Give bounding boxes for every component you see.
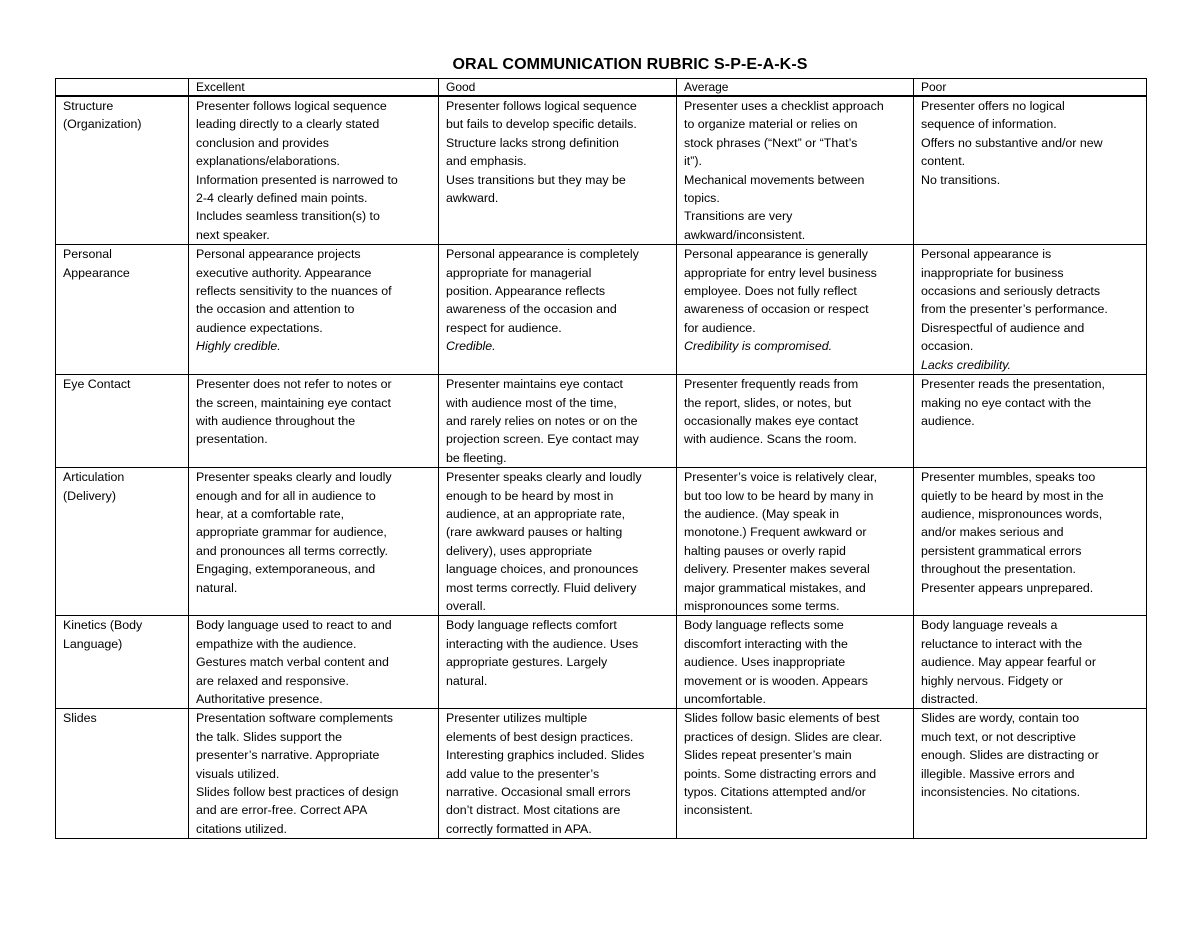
descriptor-line: with audience most of the time, [446, 395, 617, 410]
descriptor-line: quietly to be heard by most in the [921, 488, 1104, 503]
descriptor-line: correctly formatted in APA. [446, 821, 592, 836]
descriptor-line: sequence of information. [921, 117, 1057, 132]
rubric-cell-average [677, 468, 914, 616]
descriptor-line: and pronounces all terms correctly. [196, 543, 388, 558]
descriptor-line: Presenter reads the presentation, [921, 377, 1105, 392]
descriptor-line: citations utilized. [196, 821, 287, 836]
descriptor-line: audience. [921, 413, 975, 428]
descriptor-line: Presenter offers no logical [921, 99, 1065, 113]
descriptor-line: delivery. Presenter makes several [684, 562, 870, 577]
rubric-cell-good [439, 468, 677, 616]
descriptor-line: the report, slides, or notes, but [684, 395, 852, 410]
descriptor-line: to organize material or relies on [684, 117, 858, 132]
descriptor-line: the talk. Slides support the [196, 729, 343, 744]
rubric-cell-poor [914, 96, 1147, 245]
descriptor-line: much text, or not descriptive [921, 729, 1076, 744]
rubric-cell-excellent [189, 616, 439, 709]
criterion-cell [56, 245, 189, 375]
column-header-criterion [56, 79, 189, 97]
descriptor-line: audience, at an appropriate rate, [446, 506, 626, 521]
criterion-label: Eye Contact [63, 377, 131, 392]
descriptor-line: elements of best design practices. [446, 729, 634, 744]
descriptor-line: Personal appearance projects [196, 247, 361, 262]
rubric-table [55, 78, 1147, 839]
criterion-label: Slides [63, 711, 97, 726]
descriptor-line: from the presenter’s performance. [921, 302, 1108, 317]
descriptor-line: Personal appearance is generally [684, 247, 868, 262]
descriptor-line: movement or is wooden. Appears [684, 673, 868, 688]
criterion-cell [56, 375, 189, 468]
descriptor-line: respect for audience. [446, 320, 562, 335]
descriptor-line: and emphasis. [446, 154, 527, 169]
descriptor-line: Presenter follows logical sequence [446, 99, 637, 113]
descriptor-line: employee. Does not fully reflect [684, 284, 857, 299]
rubric-row [56, 96, 1147, 245]
column-header-excellent: Excellent [189, 79, 439, 97]
rubric-cell-average [677, 96, 914, 245]
rubric-cell-average [677, 616, 914, 709]
descriptor-line: appropriate gestures. Largely [446, 655, 608, 670]
rubric-cell-good [439, 375, 677, 468]
descriptor-line: Structure lacks strong definition [446, 135, 619, 150]
descriptor-line: Body language reflects some [684, 618, 844, 633]
descriptor-line: highly nervous. Fidgety or [921, 673, 1063, 688]
descriptor-line: Information presented is narrowed to [196, 172, 398, 187]
descriptor-line: are relaxed and responsive. [196, 673, 349, 688]
descriptor-line: occasions and seriously detracts [921, 284, 1101, 299]
descriptor-line: and are error-free. Correct APA [196, 803, 368, 818]
criterion-label: (Organization) [63, 117, 142, 132]
descriptor-line: enough to be heard by most in [446, 488, 614, 503]
descriptor-line: presenter’s narrative. Appropriate [196, 748, 380, 763]
descriptor-line: Offers no substantive and/or new [921, 135, 1103, 150]
rubric-row [56, 709, 1147, 839]
descriptor-line: Credible. [446, 339, 496, 354]
rubric-cell-average [677, 245, 914, 375]
descriptor-line: Uses transitions but they may be [446, 172, 626, 187]
descriptor-line: Presenter appears unprepared. [921, 580, 1094, 595]
descriptor-line: appropriate grammar for audience, [196, 525, 387, 540]
rubric-cell-good [439, 709, 677, 839]
descriptor-line: awkward/inconsistent. [684, 227, 806, 242]
descriptor-line: monotone.) Frequent awkward or [684, 525, 867, 540]
criterion-label: Structure [63, 99, 114, 113]
descriptor-line: throughout the presentation. [921, 562, 1076, 577]
descriptor-line: it”). [684, 154, 702, 169]
descriptor-line: appropriate for entry level business [684, 265, 877, 280]
criterion-cell [56, 96, 189, 245]
rubric-cell-poor [914, 468, 1147, 616]
descriptor-line: interacting with the audience. Uses [446, 636, 639, 651]
descriptor-line: next speaker. [196, 227, 270, 242]
descriptor-line: Lacks credibility. [921, 357, 1011, 372]
descriptor-line: Presenter follows logical sequence [196, 99, 387, 113]
descriptor-line: Personal appearance is completely [446, 247, 639, 262]
criterion-label: Language) [63, 636, 123, 651]
descriptor-line: awkward. [446, 191, 499, 206]
descriptor-line: for audience. [684, 320, 756, 335]
descriptor-line: stock phrases (“Next” or “That’s [684, 135, 858, 150]
criterion-cell [56, 468, 189, 616]
descriptor-line: natural. [196, 580, 238, 595]
descriptor-line: Slides repeat presenter’s main [684, 748, 852, 763]
descriptor-line: narrative. Occasional small errors [446, 785, 631, 800]
descriptor-line: No transitions. [921, 172, 1001, 187]
descriptor-line: position. Appearance reflects [446, 284, 606, 299]
rubric-cell-poor [914, 616, 1147, 709]
criterion-label: Personal [63, 247, 112, 262]
descriptor-line: discomfort interacting with the [684, 636, 848, 651]
column-header-poor: Poor [914, 79, 1147, 97]
descriptor-line: projection screen. Eye contact may [446, 432, 639, 447]
descriptor-line: awareness of the occasion and [446, 302, 617, 317]
descriptor-line: Engaging, extemporaneous, and [196, 562, 376, 577]
descriptor-line: Presenter uses a checklist approach [684, 99, 884, 113]
document-title: ORAL COMMUNICATION RUBRIC S-P-E-A-K-S [452, 56, 808, 73]
rubric-cell-good [439, 616, 677, 709]
criterion-cell [56, 709, 189, 839]
descriptor-line: the screen, maintaining eye contact [196, 395, 391, 410]
descriptor-line: hear, at a comfortable rate, [196, 506, 345, 521]
descriptor-line: occasion. [921, 339, 974, 354]
descriptor-line: with audience. Scans the room. [684, 432, 857, 447]
descriptor-line: practices of design. Slides are clear. [684, 729, 883, 744]
rubric-cell-poor [914, 375, 1147, 468]
rubric-cell-excellent [189, 709, 439, 839]
descriptor-line: Personal appearance is [921, 247, 1052, 262]
descriptor-line: distracted. [921, 692, 979, 706]
descriptor-line: mispronounces some terms. [684, 598, 840, 613]
descriptor-line: the occasion and attention to [196, 302, 355, 317]
descriptor-line: Highly credible. [196, 339, 281, 354]
descriptor-line: empathize with the audience. [196, 636, 357, 651]
descriptor-line: halting pauses or overly rapid [684, 543, 846, 558]
rubric-row [56, 468, 1147, 616]
descriptor-line: typos. Citations attempted and/or [684, 785, 866, 800]
descriptor-line: and/or makes serious and [921, 525, 1064, 540]
descriptor-line: reflects sensitivity to the nuances of [196, 284, 392, 299]
descriptor-line: content. [921, 154, 966, 169]
descriptor-line: Presenter utilizes multiple [446, 711, 588, 726]
column-header-average: Average [677, 79, 914, 97]
descriptor-line: audience. May appear fearful or [921, 655, 1096, 670]
descriptor-line: enough and for all in audience to [196, 488, 376, 503]
rubric-cell-excellent [189, 375, 439, 468]
descriptor-line: Includes seamless transition(s) to [196, 209, 380, 224]
descriptor-line: audience, mispronounces words, [921, 506, 1103, 521]
criterion-label: Articulation [63, 470, 125, 485]
descriptor-line: major grammatical mistakes, and [684, 580, 866, 595]
descriptor-line: making no eye contact with the [921, 395, 1092, 410]
rubric-body [56, 96, 1147, 839]
header-row [56, 79, 1147, 97]
descriptor-line: Disrespectful of audience and [921, 320, 1085, 335]
rubric-cell-poor [914, 709, 1147, 839]
rubric-cell-good [439, 245, 677, 375]
descriptor-line: Presenter speaks clearly and loudly [196, 470, 392, 485]
descriptor-line: topics. [684, 191, 720, 206]
rubric-cell-good [439, 96, 677, 245]
descriptor-line: reluctance to interact with the [921, 636, 1083, 651]
descriptor-line: audience. Uses inappropriate [684, 655, 846, 670]
descriptor-line: leading directly to a clearly stated [196, 117, 380, 132]
descriptor-line: illegible. Massive errors and [921, 766, 1075, 781]
column-header-good: Good [439, 79, 677, 97]
descriptor-line: Presenter speaks clearly and loudly [446, 470, 642, 485]
descriptor-line: Transitions are very [684, 209, 793, 224]
descriptor-line: Presenter does not refer to notes or [196, 377, 392, 392]
rubric-cell-average [677, 709, 914, 839]
descriptor-line: executive authority. Appearance [196, 265, 372, 280]
rubric-row [56, 245, 1147, 375]
criterion-cell [56, 616, 189, 709]
descriptor-line: overall. [446, 598, 486, 613]
descriptor-line: Presentation software complements [196, 711, 393, 726]
descriptor-line: appropriate for managerial [446, 265, 592, 280]
descriptor-line: visuals utilized. [196, 766, 280, 781]
rubric-cell-poor [914, 245, 1147, 375]
descriptor-line: Body language reflects comfort [446, 618, 617, 633]
descriptor-line: language choices, and pronounces [446, 562, 639, 577]
rubric-cell-excellent [189, 468, 439, 616]
descriptor-line: and rarely relies on notes or on the [446, 413, 638, 428]
rubric-cell-excellent [189, 96, 439, 245]
descriptor-line: Gestures match verbal content and [196, 655, 389, 670]
descriptor-line: Body language reveals a [921, 618, 1058, 633]
descriptor-line: audience expectations. [196, 320, 323, 335]
descriptor-line: be fleeting. [446, 450, 507, 465]
descriptor-line: Slides are wordy, contain too [921, 711, 1080, 726]
descriptor-line: but fails to develop specific details. [446, 117, 637, 132]
descriptor-line: the audience. (May speak in [684, 506, 839, 521]
criterion-label: Appearance [63, 265, 130, 280]
descriptor-line: Presenter mumbles, speaks too [921, 470, 1096, 485]
descriptor-line: most terms correctly. Fluid delivery [446, 580, 637, 595]
rubric-cell-average [677, 375, 914, 468]
descriptor-line: inappropriate for business [921, 265, 1064, 280]
descriptor-line: explanations/elaborations. [196, 154, 340, 169]
descriptor-line: (rare awkward pauses or halting [446, 525, 623, 540]
descriptor-line: natural. [446, 673, 488, 688]
descriptor-line: delivery), uses appropriate [446, 543, 593, 558]
descriptor-line: Body language used to react to and [196, 618, 392, 633]
descriptor-line: conclusion and provides [196, 135, 329, 150]
descriptor-line: inconsistent. [684, 803, 753, 818]
descriptor-line: add value to the presenter’s [446, 766, 600, 781]
criterion-label: Kinetics (Body [63, 618, 143, 633]
descriptor-line: Presenter frequently reads from [684, 377, 859, 392]
rubric-row [56, 375, 1147, 468]
descriptor-line: Authoritative presence. [196, 692, 323, 706]
descriptor-line: with audience throughout the [196, 413, 356, 428]
rubric-cell-excellent [189, 245, 439, 375]
rubric-row [56, 616, 1147, 709]
descriptor-line: enough. Slides are distracting or [921, 748, 1099, 763]
descriptor-line: Presenter’s voice is relatively clear, [684, 470, 878, 485]
descriptor-line: but too low to be heard by many in [684, 488, 874, 503]
descriptor-line: Slides follow basic elements of best [684, 711, 880, 726]
descriptor-line: Slides follow best practices of design [196, 785, 399, 800]
descriptor-line: presentation. [196, 432, 268, 447]
descriptor-line: uncomfortable. [684, 692, 766, 706]
criterion-label: (Delivery) [63, 488, 117, 503]
descriptor-line: don’t distract. Most citations are [446, 803, 621, 818]
descriptor-line: Presenter maintains eye contact [446, 377, 624, 392]
descriptor-line: inconsistencies. No citations. [921, 785, 1081, 800]
descriptor-line: Credibility is compromised. [684, 339, 833, 354]
descriptor-line: occasionally makes eye contact [684, 413, 859, 428]
descriptor-line: 2-4 clearly defined main points. [196, 191, 368, 206]
descriptor-line: Mechanical movements between [684, 172, 865, 187]
descriptor-line: Interesting graphics included. Slides [446, 748, 645, 763]
descriptor-line: persistent grammatical errors [921, 543, 1082, 558]
descriptor-line: awareness of occasion or respect [684, 302, 869, 317]
descriptor-line: points. Some distracting errors and [684, 766, 877, 781]
